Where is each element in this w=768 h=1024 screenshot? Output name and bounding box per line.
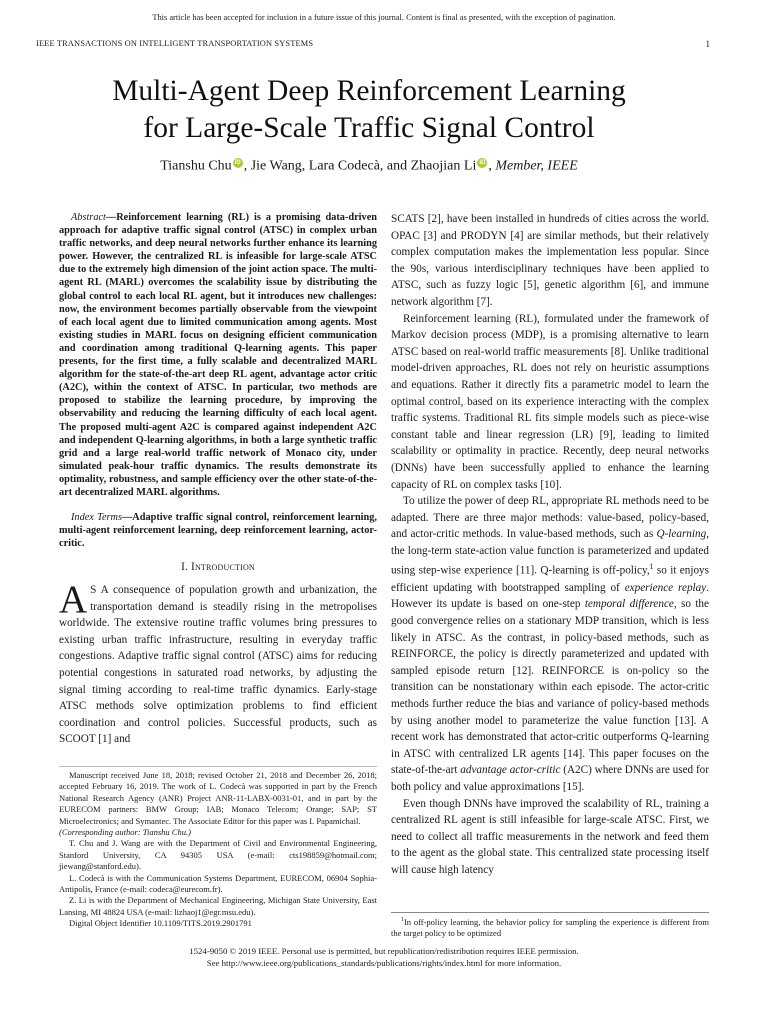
intro-text: S A consequence of population growth and urbanization, the transportation demand is steadily rising in the metropolises worldwide. The extensive routine traffic volumes bring pressures to existing urban traffic infrastructure, resulting in everyday traffic congestions. Adaptive traffic signal control (ATSC) aims for reducing potential congestions in saturated road networks, by adjusting the signal timing according to real-time traffic dynamics. Early-stage ATSC methods solve optimization problems to find efficient coordination and control policies. Successful products, such as SCOOT [1] and [59,583,377,746]
paper-title [0,73,738,147]
abstract-lead: Abstract [71,212,106,223]
body-text: so it enjoys efficient updating with bootstrapped sampling of [391,565,710,594]
authors-rest: , Jie Wang, Lara Codecà, and Zhaojian Li [243,158,477,174]
abstract-text: Reinforcement learning (RL) is a promising data-driven approach for adaptive traffic signal control (ATSC) in complex urban traffic networks, and deep neural networks further enhance its learning power. However, the centralized RL is infeasible for large-scale ATSC due to the extremely high dimension of the joint action space. The multi-agent RL (MARL) overcomes the scalability issue by distributing the global control to each local RL agent, but it introduces new challenges: now, the environment becomes partially observable from the viewpoint of each local agent due to limited communication among agents. Most existing studies in MARL focus on designing efficient communication and coordination among traditional Q-learning agents. This paper presents, for the first time, a fully scalable and decentralized MARL algorithm for the state-of-the-art deep RL agent, advantage actor critic (A2C), within the context of ATSC. In particular, two methods are proposed to stabilize the learning procedure, by improving the observability and reducing the learning difficulty of each local agent. The proposed multi-agent A2C is compared against independent A2C and independent Q-learning algorithms, in both a large synthetic traffic grid and a large real-world traffic network of Monaco city, under simulated peak-hour traffic dynamics. The results demonstrate its optimality, robustness, and sample efficiency over the other state-of-the-art decentralized MARL algorithms. [59,212,377,498]
index-terms-lead: Index Terms [71,512,122,524]
body-paragraph: Even though DNNs have improved the scalability of RL, training a centralized RL agent is still infeasible for large-scale ATSC. First, we need to collect all traffic measurements in the network and feed them to the agent as the global state. This centralized state processing itself will cause high latency [391,797,709,876]
acceptance-banner: This article has been accepted for inclusion in a future issue of this journal. Content is final as presented, with the exception of pagination. [152,13,616,22]
body-text: . However its update is based on one-step [391,581,710,611]
footnote-corresponding: (Corresponding author: Tianshu Chu.) [59,827,191,838]
drop-cap: A [59,577,88,621]
author-line: Tianshu Chu iD , Jie Wang, Lara Codecà, and Zhaojian Li iD , Member, IEEE [160,158,578,174]
body-text: , the long-term state-action value function is parameterized and updated using step-wise experience [11]. Q-learning is off-policy, [391,528,709,578]
footnote-affiliation-3: Z. Li is with the Department of Mechanical Engineering, Michigan State University, East Lansing, MI 48824 USA (e-mail: lizhaoj1@egr.msu.edu). [59,895,377,917]
title-line-2: for Large-Scale Traffic Signal Control [143,112,595,144]
body-paragraph: Reinforcement learning (RL), formulated under the framework of Markov decision process (MDP), is a promising alternative to learn ATSC based on real-world traffic measurements [8]. Unlike traditional model-driven approaches, RL does not rely on heuristic assumptions and equations. Rather it directly fits a parametric model to learn the optimal control, based on its experience interacting with the complex traffic systems. Traditional RL fits simple models such as piece-wise constant table and linear regression (LR) [9], leading to limited scalability or optimality in practice. Recently, deep neural networks (DNNs) have been successfully applied to enhance the learning capacity of RL on complex tasks [10]. [391,312,709,491]
footnote-manuscript: Manuscript received June 18, 2018; revised October 21, 2018 and December 26, 2018; accepted February 16, 2019. The work of L. Codecà was supported in part by the French National Research Agency (ANR) Project ANR-11-LABX-0031-01, and in part by the EURECOM partners: BMW Group; IAB; Monaco Telecom; Orange; SAP; ST Microelectronics; and Symantec. The Associate Editor for this paper was I. Papamichail. [59,770,377,826]
body-text: (A2C) where DNNs are used for both policy and value approximations [15]. [391,764,710,793]
body-text: , so the good convergence relies on a stationary MDP transition, which is less likely in ATSC. As the contrast, in policy-based methods, such as REINFORCE, the policy is directly parameterized and updated with sampled episode return [12]. REINFORCE is on-policy so the transition can be nonstationary within each episode. The actor-critic methods further reduce the bias and variance of policy-based methods by using another model to parameterize the value function [13]. A recent work has demonstrated that actor-critic outperforms Q-learning in ATSC with centralized LR agents [14]. This paper focuses on the state-of-the-art [391,598,709,777]
page-number: 1 [705,39,710,49]
orcid-icon[interactable]: iD [234,160,241,166]
footnote-mark[interactable]: 1 [649,562,654,572]
body-paragraph: SCATS [2], have been installed in hundreds of cities across the world. OPAC [3] and PRODYN [4] are similar methods, but their relatively complex computation makes the implementation less popular. Since the 90s, various interdisciplinary techniques have been applied to ATSC, such as fuzzy logic [5], genetic algorithm [6], and immune network algorithm [7]. [391,213,709,308]
copyright-notice [0,946,768,969]
section-numeral: I. [181,561,189,574]
body-text: To utilize the power of deep RL, appropriate RL methods need to be adapted. There are three major methods: value-based, policy-based, and actor-critic methods. In value-based methods, such as [391,495,709,541]
title-line-1: Multi-Agent Deep Reinforcement Learning [112,75,626,107]
intro-paragraph [59,577,377,748]
footnote-text: In off-policy learning, the behavior policy for sampling the experience is different from the target policy to be optimized [391,916,709,939]
abstract: Abstract—Reinforcement learning (RL) is a promising data-driven approach for adaptive traffic signal control (ATSC) in complex urban traffic networks, and deep neural networks further enhance its learning power. However, the centralized RL is infeasible for large-scale ATSC due to the extremely high dimension of the joint action space. The multi-agent RL (MARL) overcomes the scalability issue by distributing the global control to each local RL agent, but it introduces new challenges: now, the environment becomes partially observable from the viewpoint of each local agent due to limited communication among agents. Most existing studies in MARL focus on designing efficient communication and coordination among traditional Q-learning agents. This paper presents, for the first time, a fully scalable and decentralized MARL algorithm for the state-of-the-art deep RL agent, advantage actor critic (A2C), within the context of ATSC. In particular, two methods are proposed to stabilize the learning procedure, by improving the observability and reducing the learning difficulty of each local agent. The proposed multi-agent A2C is compared against independent A2C and independent Q-learning algorithms, in both a large synthetic traffic grid and a large real-world traffic network of Monaco city, under simulated peak-hour traffic dynamics. The results demonstrate its optimality, robustness, and sample efficiency over the other state-of-the-art decentralized MARL algorithms. [59,212,377,498]
footnote-right [391,912,709,939]
membership: Member, IEEE [495,158,578,174]
body-paragraph [391,493,709,795]
footnotes-left [59,766,377,930]
footnote-affiliation-1: T. Chu and J. Wang are with the Department of Civil and Environmental Engineering, Stanford University, CA 94305 USA (e-mail: cts198859@hotmail.com; jiewang@stanford.edu). [59,838,377,872]
orcid-icon[interactable]: iD [479,160,486,166]
term-experience-replay: experience replay [624,581,707,594]
author-1: Tianshu Chu [160,158,232,174]
term-advantage-actor-critic: advantage actor-critic [460,764,561,777]
left-column [59,211,377,748]
running-head: IEEE TRANSACTIONS ON INTELLIGENT TRANSPORTATION SYSTEMS [36,39,314,48]
section-heading [59,559,377,576]
index-terms: Index Terms—Adaptive traffic signal control, reinforcement learning, multi-agent reinforcement learning, deep reinforcement learning, actor-critic. [59,512,377,550]
footnote-doi: Digital Object Identifier 10.1109/TITS.2019.2901791 [69,918,252,929]
footnote-number: 1 [401,917,404,923]
copyright-line-1: 1524-9050 © 2019 IEEE. Personal use is permitted, but republication/redistribution requires IEEE permission. [189,946,579,956]
footnote-affiliation-2: L. Codecà is with the Communication Systems Department, EURECOM, 06904 Sophia-Antipolis, France (e-mail: codeca@eurecom.fr). [59,872,377,895]
term-q-learning: Q-learning [656,528,707,541]
copyright-line-2[interactable]: See http://www.ieee.org/publications_standards/publications/rights/index.html for more information. [206,957,562,968]
right-column [391,211,709,878]
term-temporal-difference: temporal difference [584,598,674,611]
index-terms-text: Adaptive traffic signal control, reinforcement learning, multi-agent reinforcement learning, deep reinforcement learning, actor-critic. [59,512,377,550]
section-name: Introduction [191,561,255,574]
